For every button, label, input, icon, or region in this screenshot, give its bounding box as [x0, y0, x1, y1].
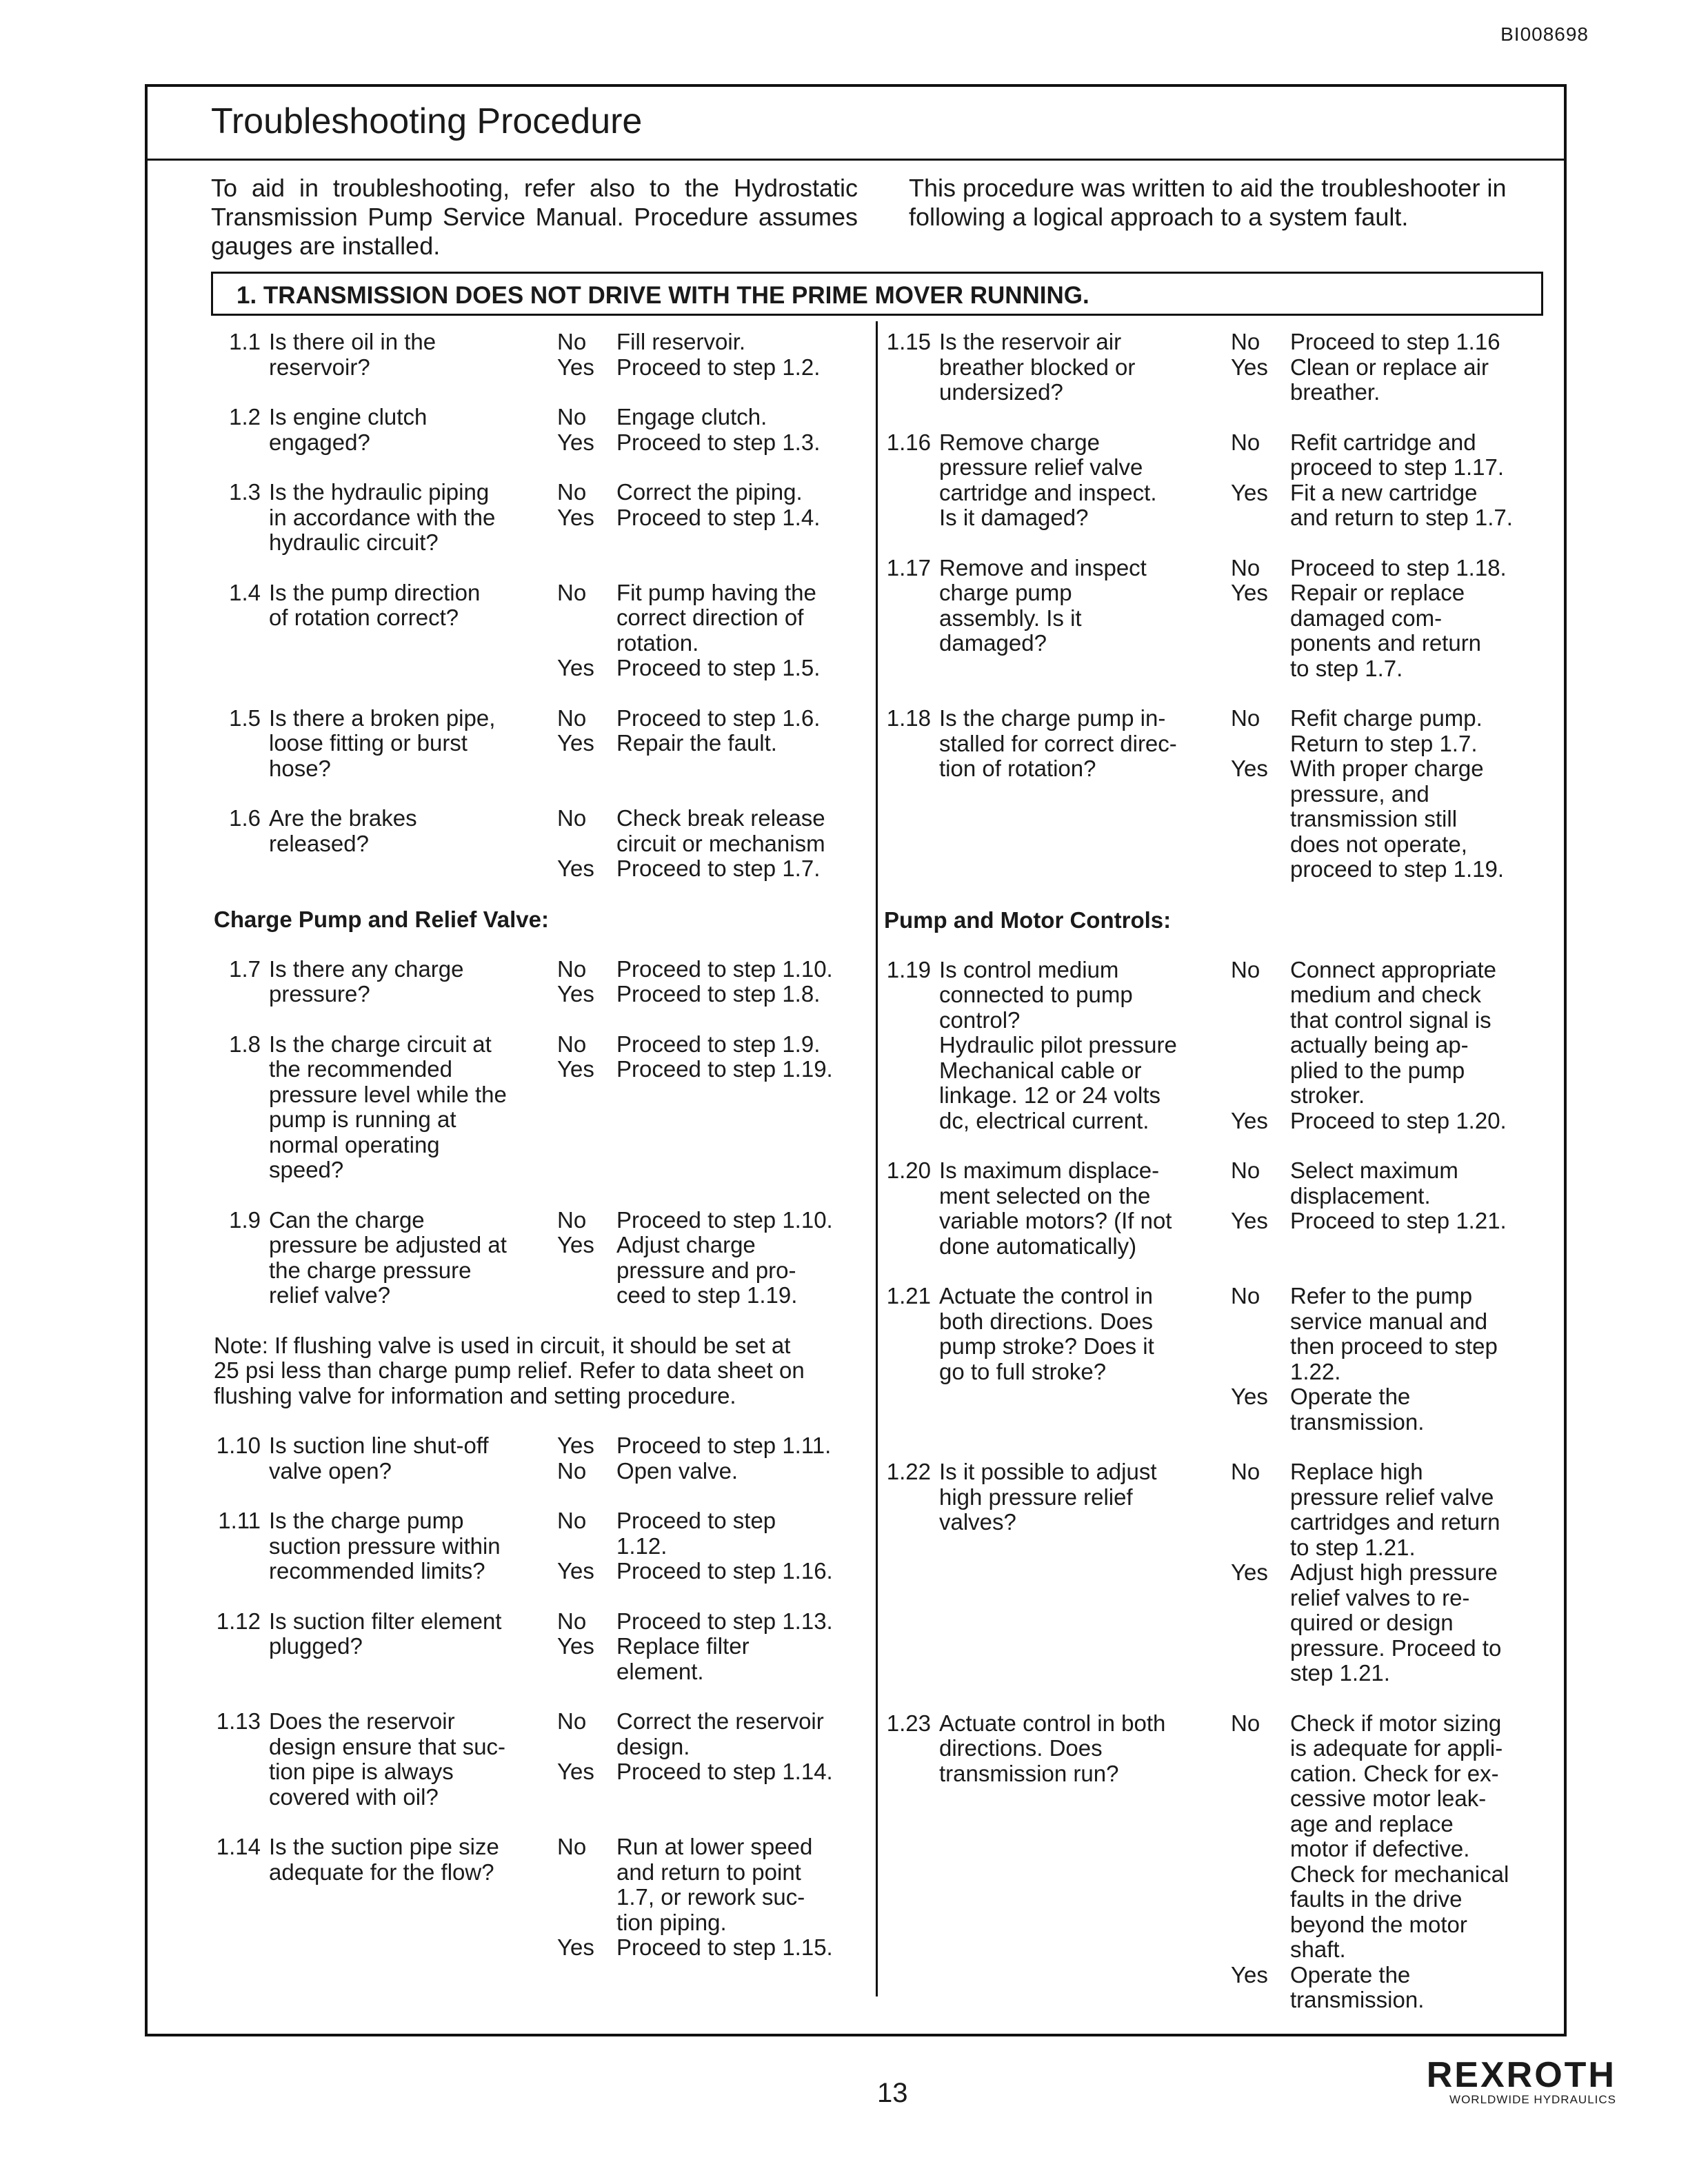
- answer-action: Refit charge pump. Return to step 1.7.: [1290, 705, 1483, 756]
- step-number: 1.4: [229, 579, 261, 605]
- answer-action: Proceed to step 1.21.: [1290, 1208, 1507, 1233]
- step-number: 1.22: [886, 1459, 931, 1484]
- answer-action: Proceed to step 1.10.: [616, 1206, 833, 1233]
- step-answers: [1231, 330, 1553, 405]
- step-question: Is the charge circuit at the recommended pressure level while the pump is running at normal operating speed?: [269, 1031, 507, 1182]
- step-question: Is the suction pipe size adequate for the flow?: [269, 1834, 499, 1885]
- answer-condition: Yes: [557, 1633, 594, 1659]
- brand-tagline: WORLDWIDE HYDRAULICS: [1449, 2093, 1616, 2106]
- answer-action: Proceed to step 1.13.: [616, 1608, 833, 1634]
- answer-condition: No: [557, 479, 587, 505]
- left-column: [214, 330, 869, 1985]
- answer-row: [557, 1834, 869, 1935]
- step-number: 1.14: [216, 1834, 261, 1859]
- answer-action: Proceed to step 1.12.: [616, 1508, 776, 1559]
- answer-condition: No: [1231, 705, 1260, 731]
- step-answers: [557, 806, 869, 882]
- answer-row: [557, 982, 869, 1007]
- answer-condition: No: [557, 1834, 587, 1859]
- step-question: Is control medium connected to pump control? Hydraulic pilot pressure Mechanical cable or linkage. 12 or 24 volts dc, electrical current.: [939, 956, 1177, 1133]
- answer-condition: Yes: [557, 429, 594, 455]
- answer-row: [1231, 330, 1553, 355]
- answer-condition: No: [557, 1608, 587, 1634]
- answer-row: [557, 731, 869, 756]
- answer-row: [557, 706, 869, 731]
- flushing-valve-note: Note: If flushing valve is used in circuit, it should be set at 25 psi less than charge pump relief. Refer to data sheet on flushing valve for information and setting procedure.: [214, 1332, 805, 1408]
- answer-action: Proceed to step 1.7.: [616, 856, 821, 881]
- answer-condition: Yes: [1231, 1559, 1268, 1585]
- answer-row: [557, 505, 869, 531]
- step-answers: [557, 706, 869, 782]
- step-number: 1.3: [229, 479, 261, 505]
- answer-row: [557, 405, 869, 430]
- answer-row: [557, 355, 869, 381]
- page-title: Troubleshooting Procedure: [211, 101, 643, 141]
- column-divider: [876, 321, 878, 1996]
- answer-action: Proceed to step 1.14.: [616, 1759, 833, 1784]
- answer-action: Repair or replace damaged com- ponents and return to step 1.7.: [1290, 580, 1482, 681]
- answer-condition: Yes: [1231, 1208, 1268, 1233]
- answer-action: Proceed to step 1.16: [1290, 329, 1500, 354]
- answer-condition: Yes: [1231, 1107, 1268, 1133]
- answer-action: Fit a new cartridge and return to step 1.7.: [1290, 479, 1513, 530]
- answer-condition: No: [557, 329, 587, 354]
- right-steps-a: [884, 330, 1553, 882]
- answer-action: Fill reservoir.: [616, 329, 746, 354]
- answer-condition: Yes: [557, 730, 594, 756]
- step-number: 1.21: [886, 1283, 931, 1308]
- answer-action: Proceed to step 1.19.: [616, 1056, 833, 1082]
- step-number: 1.16: [886, 429, 931, 455]
- step-answers: [1231, 706, 1553, 882]
- answer-condition: No: [1231, 329, 1260, 354]
- troubleshooting-step: [214, 330, 869, 380]
- answer-row: [1231, 756, 1553, 882]
- answer-action: Proceed to step 1.8.: [616, 981, 821, 1007]
- step-number: 1.6: [229, 805, 261, 831]
- answer-row: [557, 580, 869, 656]
- answer-row: [1231, 1711, 1553, 1963]
- answer-condition: No: [1231, 429, 1260, 455]
- step-question: Is maximum displace- ment selected on the variable motors? (If not done automatically): [939, 1157, 1172, 1259]
- answer-action: Proceed to step 1.5.: [616, 655, 821, 680]
- step-number: 1.1: [229, 329, 261, 354]
- answer-row: [1231, 1963, 1553, 2013]
- answer-row: [1231, 1560, 1553, 1686]
- answer-row: [1231, 1284, 1553, 1384]
- answer-action: Clean or replace air breather.: [1290, 354, 1489, 405]
- answer-condition: Yes: [557, 1934, 594, 1960]
- answer-row: [557, 480, 869, 505]
- answer-condition: No: [557, 705, 587, 731]
- step-number: 1.15: [886, 329, 931, 354]
- answer-action: Adjust charge pressure and pro- ceed to step 1.19.: [616, 1232, 798, 1308]
- answer-condition: No: [557, 579, 587, 605]
- step-answers: [1231, 556, 1553, 682]
- answer-action: Open valve.: [616, 1457, 738, 1484]
- answer-row: [1231, 430, 1553, 481]
- answer-action: Replace high pressure relief valve cartridges and return to step 1.21.: [1290, 1459, 1500, 1560]
- answer-condition: Yes: [557, 354, 594, 380]
- step-answers: [557, 580, 869, 681]
- troubleshooting-step: [884, 706, 1553, 882]
- answer-action: Operate the transmission.: [1290, 1961, 1425, 2012]
- procedure-frame: [145, 84, 1567, 2036]
- answer-condition: No: [557, 1457, 587, 1484]
- answer-action: Proceed to step 1.15.: [616, 1934, 833, 1960]
- answer-condition: No: [1231, 1283, 1260, 1308]
- answer-action: Check if motor sizing is adequate for appli- cation. Check for ex- cessive motor leak- age and replace motor if defective. Check for mechanical faults in the drive beyond the motor shaft.: [1290, 1710, 1509, 1962]
- step-answers: [557, 405, 869, 455]
- step-answers: [1231, 430, 1553, 531]
- page-number: 13: [877, 2078, 908, 2108]
- step-question: Is engine clutch engaged?: [269, 404, 428, 455]
- step-question: Remove charge pressure relief valve cartridge and inspect. Is it damaged?: [939, 429, 1157, 530]
- answer-condition: Yes: [557, 1759, 594, 1784]
- answer-row: [557, 1233, 869, 1308]
- troubleshooting-step: [214, 405, 869, 455]
- step-number: 1.2: [229, 404, 261, 429]
- answer-condition: Yes: [557, 504, 594, 530]
- step-answers: [557, 1609, 869, 1685]
- step-question: Is suction filter element plugged?: [269, 1608, 502, 1659]
- right-steps-b: [884, 958, 1553, 2013]
- step-answers: [557, 1208, 869, 1308]
- answer-action: Proceed to step 1.3.: [616, 429, 821, 455]
- answer-condition: Yes: [1231, 580, 1268, 605]
- step-answers: [1231, 958, 1553, 1134]
- left-steps-c: [214, 1433, 869, 1961]
- left-steps-a: [214, 330, 869, 882]
- step-question: Actuate control in both directions. Does transmission run?: [939, 1710, 1166, 1786]
- step-answers: [557, 1834, 869, 1961]
- step-answers: [557, 480, 869, 556]
- answer-action: Proceed to step 1.4.: [616, 504, 821, 530]
- answer-row: [1231, 580, 1553, 681]
- answer-condition: Yes: [1231, 354, 1268, 380]
- troubleshooting-step: [884, 1158, 1553, 1259]
- step-number: 1.19: [886, 956, 931, 982]
- troubleshooting-step: [884, 1284, 1553, 1435]
- answer-row: [557, 1057, 869, 1082]
- answer-row: [557, 1459, 869, 1484]
- answer-row: [557, 1508, 869, 1559]
- step-question: Does the reservoir design ensure that suc- tion pipe is always covered with oil?: [269, 1708, 506, 1810]
- step-question: Remove and inspect charge pump assembly. Is it damaged?: [939, 554, 1147, 656]
- troubleshooting-step: [214, 1433, 869, 1484]
- answer-row: [1231, 1158, 1553, 1209]
- answer-condition: No: [557, 1206, 587, 1233]
- step-question: Is the charge pump suction pressure within recommended limits?: [269, 1508, 501, 1584]
- answer-condition: No: [1231, 1157, 1260, 1183]
- answer-condition: Yes: [557, 856, 594, 881]
- answer-action: Proceed to step 1.16.: [616, 1558, 833, 1584]
- answer-action: Proceed to step 1.9.: [616, 1031, 821, 1057]
- right-column: [884, 330, 1553, 2038]
- answer-row: [557, 1709, 869, 1759]
- answer-action: Check break release circuit or mechanism: [616, 805, 825, 856]
- answer-row: [557, 656, 869, 681]
- step-answers: [557, 1709, 869, 1810]
- answer-condition: Yes: [1231, 756, 1268, 781]
- answer-row: [1231, 1109, 1553, 1134]
- answer-action: Refit cartridge and proceed to step 1.17.: [1290, 429, 1505, 480]
- step-answers: [1231, 1158, 1553, 1259]
- answer-action: Select maximum displacement.: [1290, 1157, 1458, 1209]
- troubleshooting-step: [214, 1834, 869, 1961]
- answer-condition: Yes: [557, 1232, 594, 1257]
- step-number: 1.9: [229, 1206, 261, 1233]
- step-number: 1.13: [216, 1708, 261, 1734]
- answer-action: Connect appropriate medium and check that control signal is actually being ap- plied to the pump stroker.: [1290, 956, 1497, 1108]
- answer-condition: No: [1231, 1459, 1260, 1484]
- title-divider: [148, 159, 1564, 161]
- answer-action: Correct the reservoir design.: [616, 1708, 824, 1759]
- troubleshooting-step: [214, 1208, 869, 1308]
- answer-condition: No: [1231, 1710, 1260, 1736]
- answer-condition: Yes: [1231, 1384, 1268, 1409]
- step-answers: [557, 330, 869, 380]
- step-question: Is suction line shut-off valve open?: [269, 1433, 489, 1484]
- answer-action: Run at lower speed and return to point 1.7, or rework suc- tion piping.: [616, 1834, 813, 1935]
- troubleshooting-step: [214, 480, 869, 556]
- answer-row: [557, 806, 869, 856]
- answer-condition: No: [557, 404, 587, 429]
- step-number: 1.10: [216, 1433, 261, 1458]
- step-answers: [1231, 1711, 1553, 2013]
- answer-row: [1231, 1209, 1553, 1234]
- answer-row: [1231, 706, 1553, 756]
- answer-action: Proceed to step 1.6.: [616, 705, 821, 731]
- troubleshooting-step: [214, 806, 869, 882]
- answer-row: [557, 1559, 869, 1584]
- troubleshooting-step: [214, 580, 869, 681]
- answer-action: Replace filter element.: [616, 1633, 750, 1684]
- answer-row: [557, 957, 869, 982]
- step-answers: [557, 1032, 869, 1183]
- step-number: 1.8: [229, 1031, 261, 1057]
- answer-row: [557, 1935, 869, 1961]
- step-question: Is the pump direction of rotation correct?: [269, 579, 481, 630]
- answer-row: [557, 1433, 869, 1459]
- answer-condition: No: [557, 956, 587, 982]
- answer-action: Repair the fault.: [616, 730, 777, 756]
- step-question: Actuate the control in both directions. Does pump stroke? Does it go to full stroke?: [939, 1283, 1154, 1384]
- brand-name: REXROTH: [1426, 2055, 1616, 2095]
- step-number: 1.12: [216, 1608, 261, 1634]
- answer-row: [1231, 1384, 1553, 1435]
- troubleshooting-step: [884, 1711, 1553, 2013]
- troubleshooting-step: [214, 1032, 869, 1183]
- answer-row: [1231, 355, 1553, 405]
- answer-row: [557, 1609, 869, 1635]
- step-number: 1.18: [886, 705, 931, 731]
- step-question: Is it possible to adjust high pressure relief valves?: [939, 1459, 1157, 1535]
- step-number: 1.23: [886, 1710, 931, 1736]
- section-heading-box: [211, 272, 1543, 316]
- document-id: BI008698: [1500, 23, 1589, 45]
- section-heading: 1. TRANSMISSION DOES NOT DRIVE WITH THE PRIME MOVER RUNNING.: [237, 282, 1089, 309]
- answer-action: Proceed to step 1.2.: [616, 354, 821, 380]
- step-question: Are the brakes released?: [269, 805, 417, 856]
- intro-right-paragraph: This procedure was written to aid the troubleshooter in following a logical approach to a system fault.: [909, 174, 1507, 231]
- step-number: 1.5: [229, 705, 261, 731]
- answer-condition: No: [1231, 956, 1260, 982]
- step-answers: [1231, 1459, 1553, 1686]
- answer-action: Fit pump having the correct direction of rotation.: [616, 579, 816, 656]
- charge-pump-subheading: Charge Pump and Relief Valve:: [214, 906, 549, 932]
- step-number: 1.17: [886, 554, 931, 580]
- answer-action: Adjust high pressure relief valves to re- quired or design pressure. Proceed to step 1.21.: [1290, 1559, 1502, 1686]
- answer-condition: No: [557, 1708, 587, 1734]
- step-number: 1.20: [886, 1157, 931, 1183]
- intro-left-paragraph: To aid in troubleshooting, refer also to the Hydrostatic Transmission Pump Service Manual. Procedure assumes gauges are installed.: [211, 174, 858, 260]
- troubleshooting-step: [214, 1609, 869, 1685]
- answer-action: Correct the piping.: [616, 479, 803, 505]
- answer-row: [557, 430, 869, 456]
- answer-row: [1231, 1459, 1553, 1560]
- rexroth-logo: [1427, 2057, 1616, 2107]
- troubleshooting-step: [884, 958, 1553, 1134]
- step-number: 1.7: [229, 956, 261, 982]
- answer-condition: No: [557, 805, 587, 831]
- answer-row: [557, 1759, 869, 1785]
- step-number: 1.11: [218, 1508, 261, 1533]
- answer-row: [557, 1634, 869, 1684]
- answer-condition: Yes: [1231, 1961, 1268, 1988]
- answer-action: Proceed to step 1.10.: [616, 956, 833, 982]
- answer-action: Refer to the pump service manual and then proceed to step 1.22.: [1290, 1283, 1498, 1384]
- answer-action: Proceed to step 1.11.: [616, 1433, 832, 1458]
- answer-condition: No: [1231, 554, 1260, 580]
- step-question: Is the hydraulic piping in accordance with the hydraulic circuit?: [269, 479, 496, 555]
- answer-row: [557, 856, 869, 882]
- troubleshooting-step: [214, 1508, 869, 1584]
- troubleshooting-step: [884, 430, 1553, 531]
- answer-condition: No: [557, 1508, 587, 1533]
- step-answers: [557, 1433, 869, 1484]
- answer-action: Operate the transmission.: [1290, 1384, 1425, 1435]
- answer-row: [1231, 958, 1553, 1109]
- step-answers: [1231, 1284, 1553, 1435]
- pump-motor-controls-subheading: Pump and Motor Controls:: [884, 907, 1172, 933]
- answer-row: [557, 1032, 869, 1058]
- answer-condition: Yes: [557, 1433, 594, 1458]
- step-question: Is the reservoir air breather blocked or undersized?: [939, 329, 1136, 405]
- answer-row: [1231, 556, 1553, 581]
- step-question: Is there oil in the reservoir?: [269, 329, 436, 380]
- troubleshooting-step: [884, 330, 1553, 405]
- troubleshooting-step: [214, 1709, 869, 1810]
- answer-condition: Yes: [557, 1056, 594, 1082]
- step-answers: [557, 957, 869, 1007]
- step-question: Is there a broken pipe, loose fitting or burst hose?: [269, 705, 496, 781]
- troubleshooting-step: [884, 1459, 1553, 1686]
- answer-condition: Yes: [557, 981, 594, 1007]
- left-steps-b: [214, 957, 869, 1308]
- answer-action: Proceed to step 1.20.: [1290, 1107, 1507, 1133]
- answer-row: [1231, 481, 1553, 531]
- answer-condition: Yes: [557, 1558, 594, 1584]
- step-question: Can the charge pressure be adjusted at the charge pressure relief valve?: [269, 1206, 507, 1308]
- step-answers: [557, 1508, 869, 1584]
- answer-condition: Yes: [557, 655, 594, 680]
- answer-condition: No: [557, 1031, 587, 1057]
- answer-action: Proceed to step 1.18.: [1290, 554, 1507, 580]
- answer-action: With proper charge pressure, and transmission still does not operate, proceed to step 1.19.: [1290, 756, 1505, 882]
- step-question: Is the charge pump in- stalled for correct direc- tion of rotation?: [939, 705, 1177, 781]
- answer-row: [557, 330, 869, 355]
- troubleshooting-step: [884, 556, 1553, 682]
- answer-row: [557, 1208, 869, 1233]
- troubleshooting-step: [214, 957, 869, 1007]
- step-question: Is there any charge pressure?: [269, 956, 464, 1007]
- troubleshooting-step: [214, 706, 869, 782]
- answer-condition: Yes: [1231, 479, 1268, 505]
- answer-action: Engage clutch.: [616, 404, 767, 429]
